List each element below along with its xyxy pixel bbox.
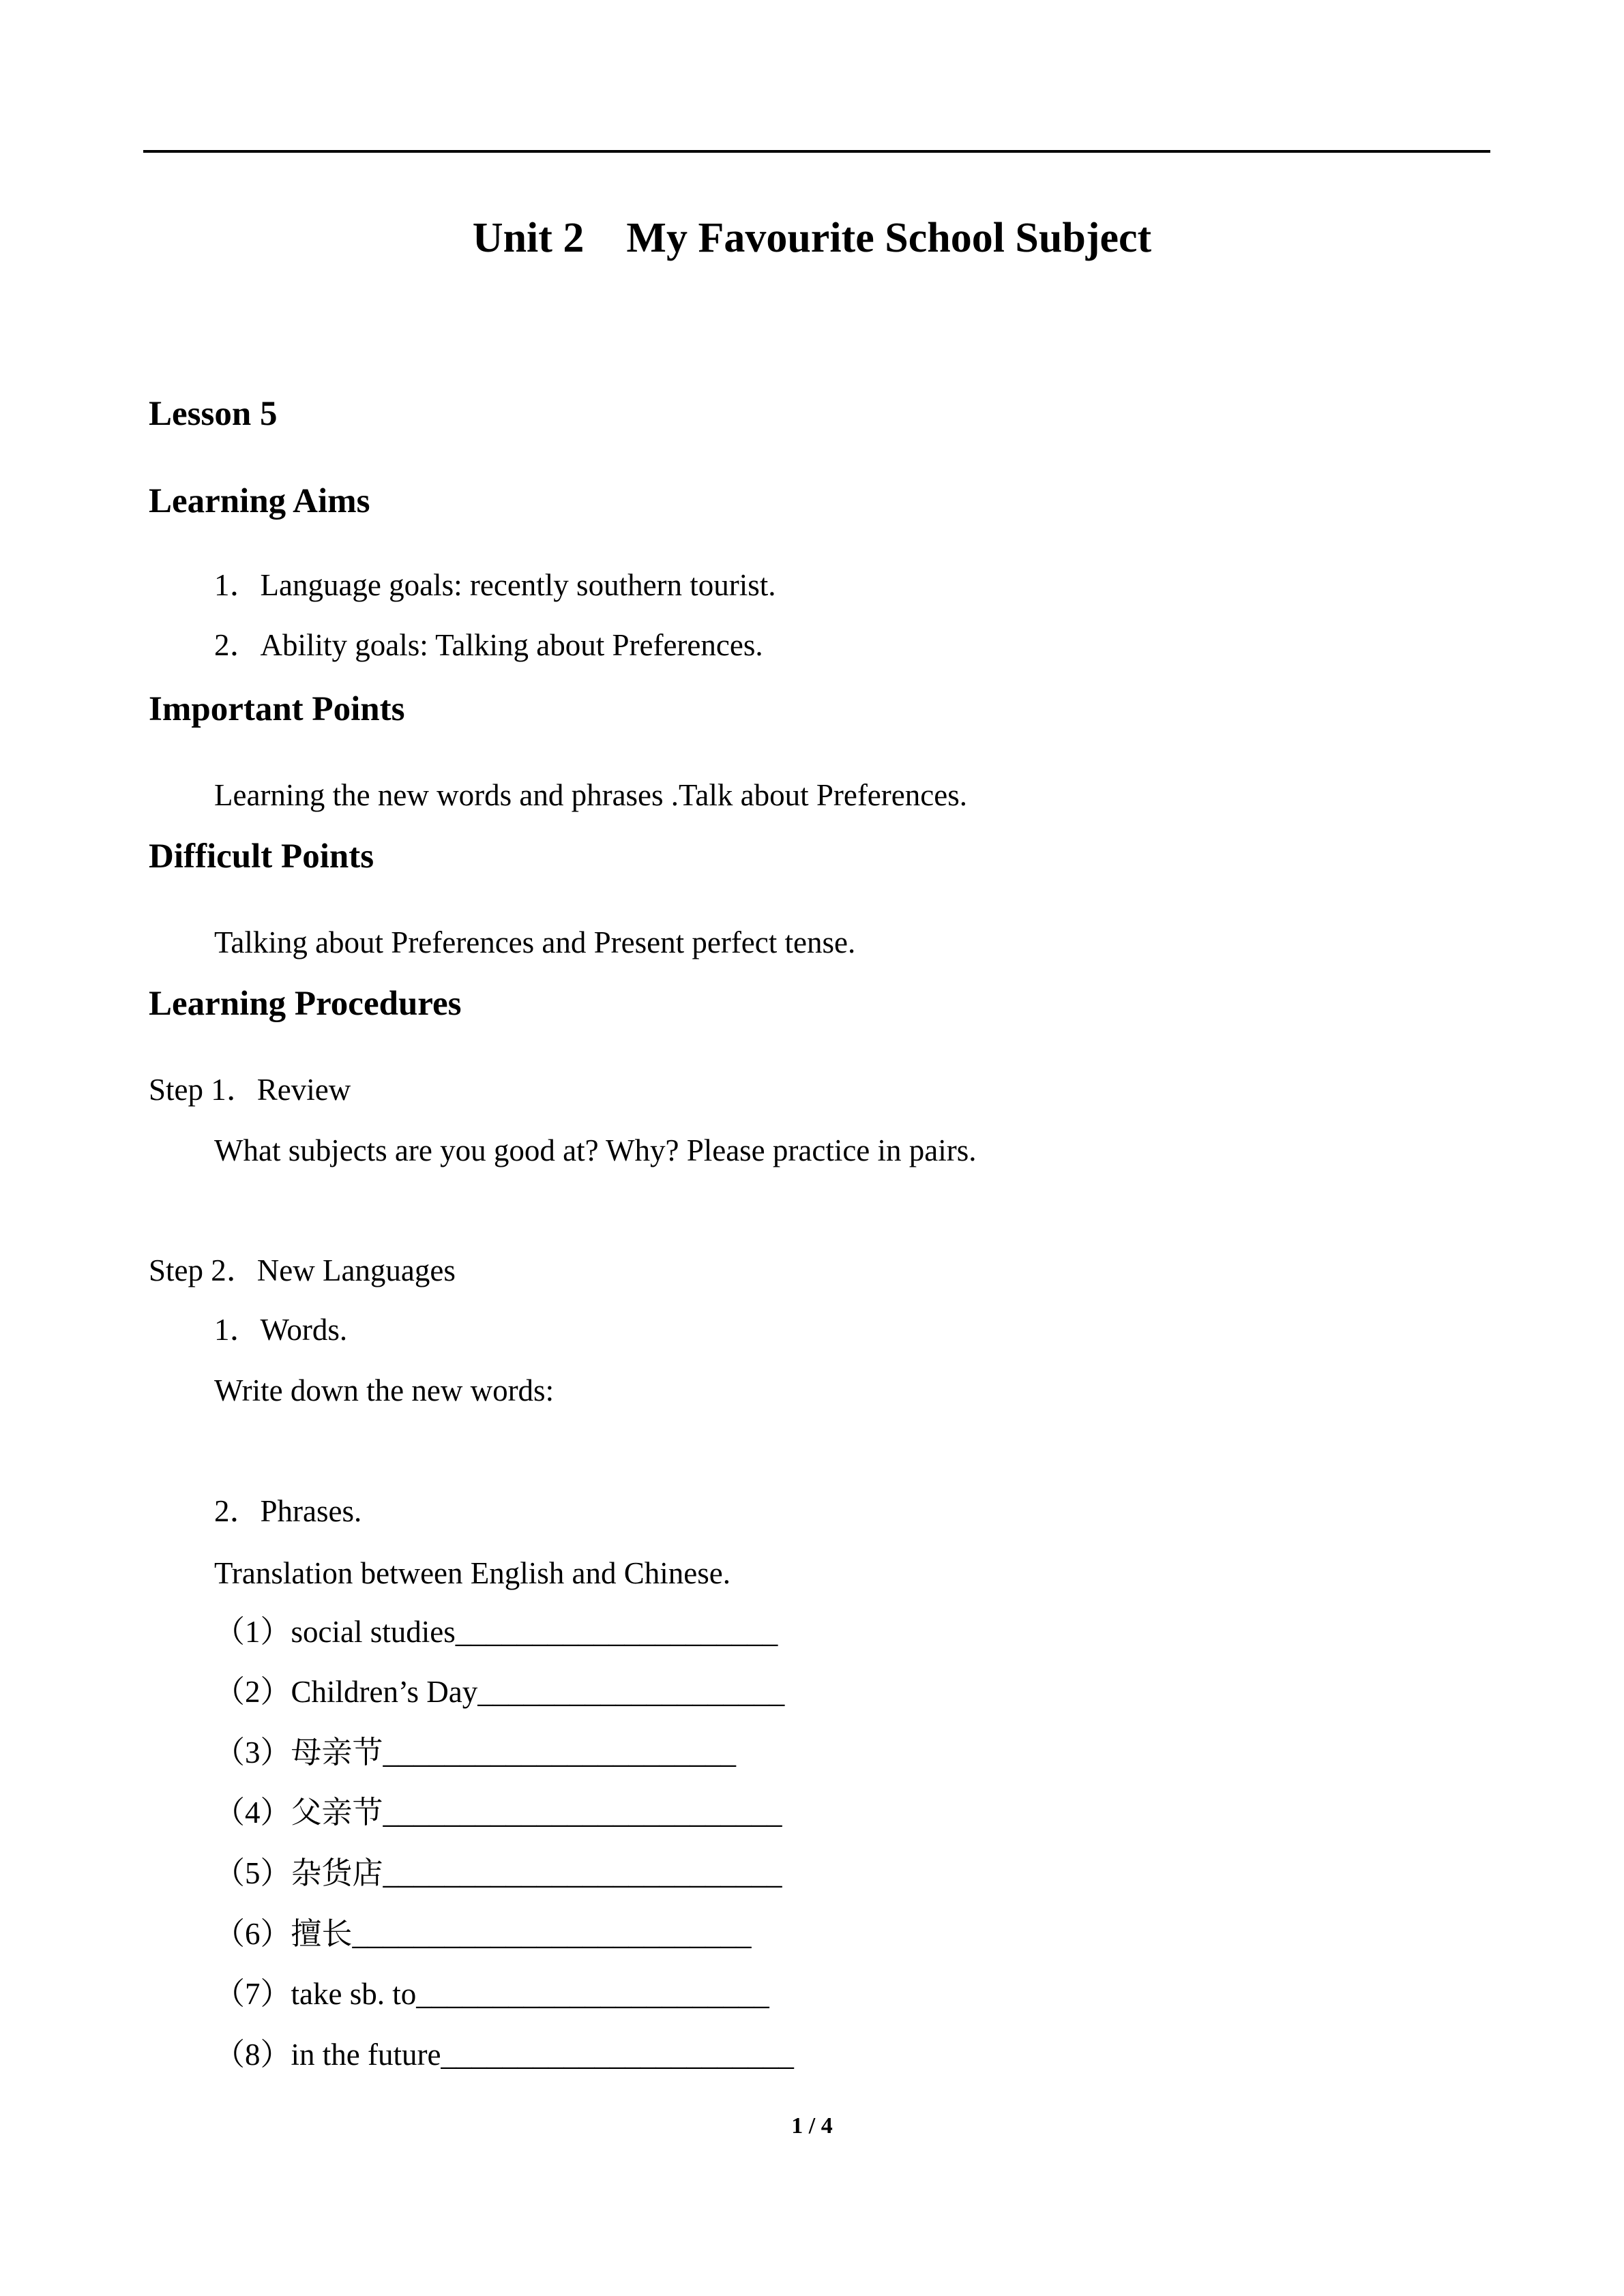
learning-aims-heading: Learning Aims	[149, 482, 370, 520]
learning-procedures-heading: Learning Procedures	[149, 985, 462, 1023]
important-points-text: Learning the new words and phrases .Talk about Preferences.	[214, 778, 967, 812]
important-points-heading: Important Points	[149, 690, 405, 728]
document-title: Unit 2 My Favourite School Subject	[472, 215, 1152, 261]
header-rule	[143, 150, 1490, 153]
phrases-title: 2．Phrases.	[214, 1494, 362, 1528]
words-instruction: Write down the new words:	[214, 1373, 555, 1407]
page-number: 1 / 4	[791, 2113, 833, 2138]
phrase-item-2: （2）Children’s Day____________________	[214, 1675, 785, 1709]
phrases-instruction: Translation between English and Chinese.	[214, 1556, 730, 1590]
difficult-points-text: Talking about Preferences and Present perfect tense.	[214, 925, 856, 959]
phrase-item-1: （1）social studies_____________________	[214, 1615, 778, 1649]
aim-item-1: 1．Language goals: recently southern tourist.	[214, 568, 776, 602]
aim-item-2: 2．Ability goals: Talking about Preferences.	[214, 628, 763, 662]
lesson-heading: Lesson 5	[149, 395, 278, 433]
phrase-item-4: （4）父亲节__________________________	[214, 1795, 782, 1830]
step-1-text: What subjects are you good at? Why? Please practice in pairs.	[214, 1133, 977, 1167]
phrase-item-6: （6）擅长__________________________	[214, 1917, 752, 1951]
phrase-item-3: （3）母亲节_______________________	[214, 1735, 737, 1770]
phrase-item-8: （8）in the future_______________________	[214, 2038, 794, 2072]
step-1-title: Step 1．Review	[149, 1073, 351, 1107]
phrase-item-5: （5）杂货店__________________________	[214, 1856, 782, 1890]
step-2-title: Step 2．New Languages	[149, 1253, 456, 1287]
phrase-item-7: （7）take sb. to_______________________	[214, 1977, 769, 2011]
words-title: 1．Words.	[214, 1313, 348, 1347]
difficult-points-heading: Difficult Points	[149, 837, 374, 876]
